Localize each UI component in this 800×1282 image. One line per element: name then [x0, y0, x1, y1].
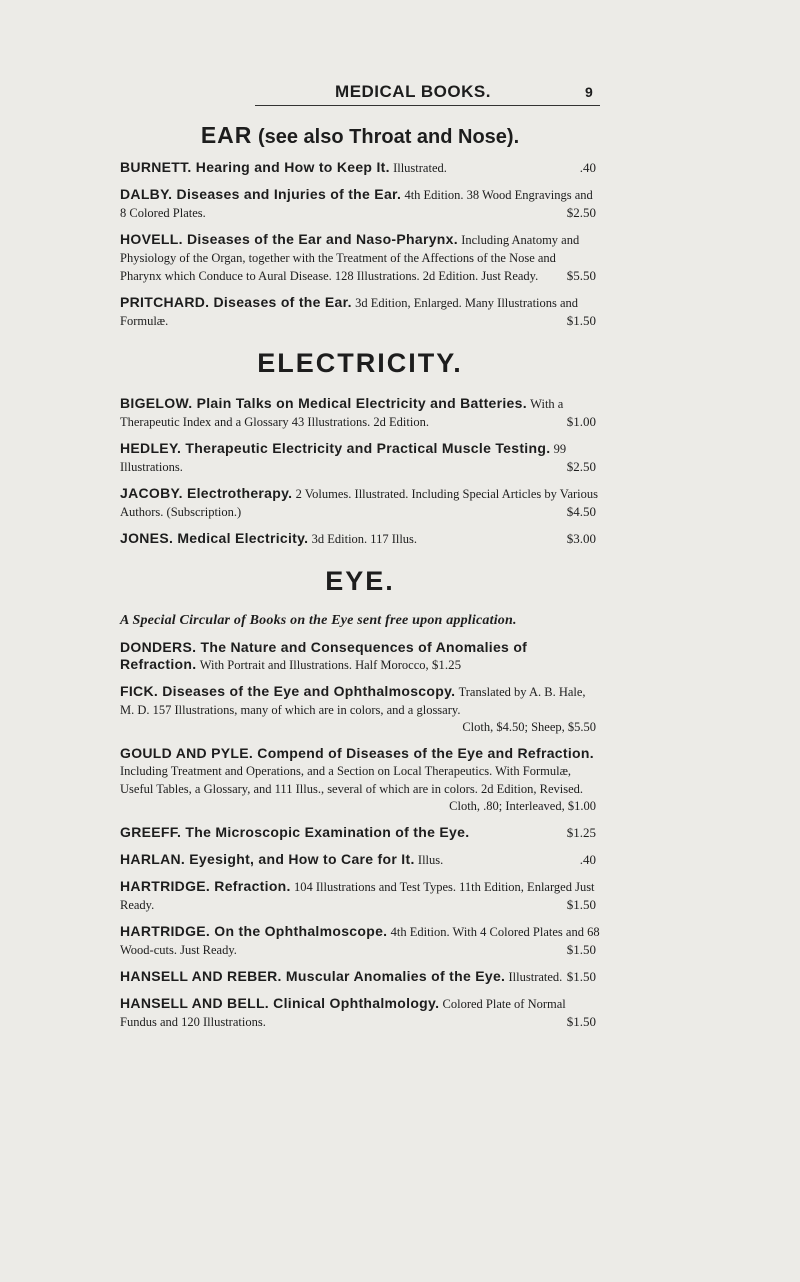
- entry-price: Cloth, .80; Interleaved, $1.00: [449, 799, 596, 813]
- entry-desc: Including Treatment and Operations, and a Section on Local Therapeutics. With Formulæ, Useful Tables, a Glossary, and 111 Illus., several of which are in colors. 2d Edition, Revised.: [120, 764, 584, 796]
- book-entry-hansell-bell: [120, 995, 600, 1031]
- book-entry-hovell: [120, 231, 600, 285]
- entry-desc: Colored Plate of Normal Fundus and 120 Illustrations.: [120, 997, 566, 1029]
- entry-price: $1.25: [431, 657, 462, 672]
- entry-desc: Illustrated.: [393, 161, 447, 175]
- section-heading-electricity: ELECTRICITY.: [257, 348, 463, 378]
- entry-desc: 99 Illustrations.: [120, 442, 567, 474]
- book-entry-jones: [120, 530, 600, 548]
- entry-lead: DONDERS. The Nature and Consequences of Anomalies of Refraction.: [120, 639, 528, 672]
- book-entry-hansell-reber: [120, 968, 600, 986]
- entry-price: $4.50: [566, 504, 596, 519]
- entry-lead: FICK. Diseases of the Eye and Ophthalmoscopy.: [120, 683, 456, 699]
- running-title: MEDICAL BOOKS.: [335, 82, 491, 101]
- book-entry-dalby: [120, 186, 600, 222]
- entry-price: $1.00: [566, 414, 596, 429]
- book-entry-burnett: [120, 159, 600, 177]
- entry-desc: 2 Volumes. Illustrated. Including Special Articles by Various Authors. (Subscription.): [120, 487, 599, 519]
- book-entry-donders: [120, 639, 600, 674]
- entry-desc: With Portrait and Illustrations. Half Morocco,: [199, 658, 429, 672]
- entry-price: $1.25: [566, 825, 596, 840]
- section-heading-eye: EYE.: [325, 566, 395, 596]
- entry-lead: HOVELL. Diseases of the Ear and Naso-Pharynx.: [120, 231, 458, 247]
- entry-lead: HANSELL AND REBER. Muscular Anomalies of the Eye.: [120, 968, 506, 984]
- entry-price: $3.00: [566, 531, 596, 546]
- entry-lead: HARTRIDGE. Refraction.: [120, 878, 291, 894]
- entry-lead: DALBY. Diseases and Injuries of the Ear.: [120, 186, 402, 202]
- entry-lead: PRITCHARD. Diseases of the Ear.: [120, 294, 352, 310]
- book-entry-hedley: [120, 440, 600, 476]
- entry-price: $1.50: [566, 897, 596, 912]
- running-head: [0, 78, 800, 108]
- entry-price: $2.50: [566, 205, 596, 220]
- entry-desc: Translated by A. B. Hale, M. D. 157 Illustrations, many of which are in colors, and a glossary.: [120, 685, 586, 717]
- entry-desc: 3d Edition. 117 Illus.: [311, 532, 418, 546]
- entry-lead: GOULD AND PYLE. Compend of Diseases of the Eye and Refraction.: [120, 745, 594, 761]
- entry-desc: Including Anatomy and Physiology of the Organ, together with the Treatment of the Affections of the Nose and Pharynx which Conduce to Aural Disease. 128 Illustrations. 2d Edition. Just Ready.: [120, 233, 580, 283]
- entry-price: $5.50: [566, 268, 596, 283]
- entry-price: $1.50: [566, 1014, 596, 1029]
- book-entry-greeff: [120, 824, 600, 842]
- entry-price: $2.50: [566, 459, 596, 474]
- entry-desc: Illustrated.: [508, 970, 563, 984]
- entry-lead: BURNETT. Hearing and How to Keep It.: [120, 159, 390, 175]
- book-entry-bigelow: [120, 395, 600, 431]
- entry-desc: 4th Edition. 38 Wood Engravings and 8 Colored Plates.: [120, 188, 593, 220]
- entry-desc: Illus.: [417, 853, 444, 867]
- entry-lead: JACOBY. Electrotherapy.: [120, 485, 293, 501]
- heading-ear-main: EAR: [200, 122, 253, 148]
- entry-lead: HEDLEY. Therapeutic Electricity and Practical Muscle Testing.: [120, 440, 551, 456]
- book-entry-hartridge-refraction: [120, 878, 600, 914]
- heading-ear-sub: (see also Throat and Nose).: [257, 126, 520, 148]
- entry-price: $1.50: [566, 313, 596, 328]
- entry-desc: 104 Illustrations and Test Types. 11th Edition, Enlarged Just Ready.: [120, 880, 595, 912]
- entry-price: .40: [579, 160, 596, 175]
- entry-price: .40: [579, 852, 596, 867]
- entry-lead: GREEFF. The Microscopic Examination of the Eye.: [120, 824, 470, 840]
- catalog-content: [120, 118, 600, 1040]
- entry-desc: 4th Edition. With 4 Colored Plates and 68 Wood-cuts. Just Ready.: [120, 925, 600, 957]
- book-entry-pritchard: [120, 294, 600, 330]
- book-entry-fick: [120, 683, 600, 736]
- circular-note: A Special Circular of Books on the Eye sent free upon application.: [120, 613, 517, 628]
- entry-price: $1.50: [566, 969, 596, 984]
- book-entry-harlan: [120, 851, 600, 869]
- entry-desc: 3d Edition, Enlarged. Many Illustrations and Formulæ.: [120, 296, 579, 328]
- page-number: 9: [585, 84, 593, 100]
- section-heading-ear: [120, 122, 600, 149]
- book-entry-hartridge-ophthalmoscope: [120, 923, 600, 959]
- entry-lead: HARTRIDGE. On the Ophthalmoscope.: [120, 923, 388, 939]
- entry-desc: With a Therapeutic Index and a Glossary 43 Illustrations. 2d Edition.: [120, 397, 564, 429]
- entry-price: $1.50: [566, 942, 596, 957]
- book-entry-jacoby: [120, 485, 600, 521]
- entry-price: Cloth, $4.50; Sheep, $5.50: [462, 720, 596, 734]
- entry-lead: BIGELOW. Plain Talks on Medical Electricity and Batteries.: [120, 395, 527, 411]
- entry-lead: HANSELL AND BELL. Clinical Ophthalmology.: [120, 995, 440, 1011]
- entry-lead: HARLAN. Eyesight, and How to Care for It.: [120, 851, 415, 867]
- book-entry-gould-pyle: [120, 745, 600, 815]
- header-rule: [255, 105, 600, 106]
- entry-lead: JONES. Medical Electricity.: [120, 530, 309, 546]
